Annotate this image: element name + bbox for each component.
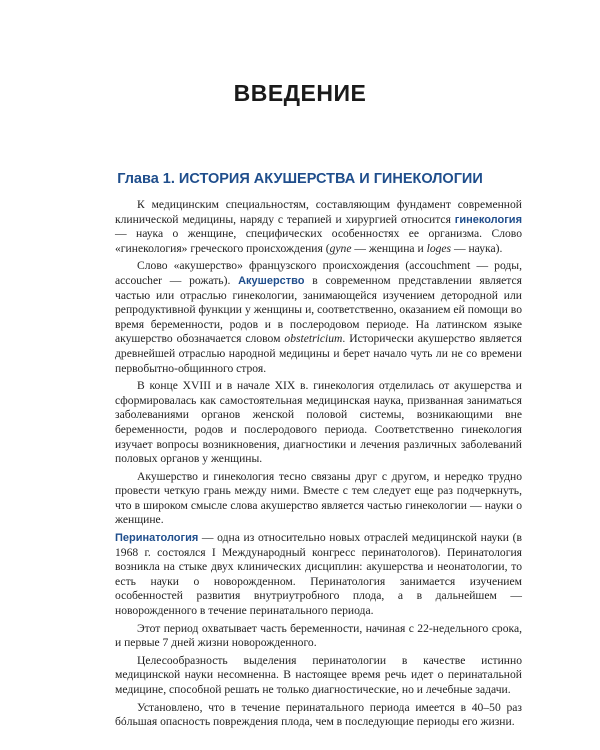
paragraph-2 (115, 259, 522, 376)
paragraph-7: Целесообразность выделения перинатологии в качестве истинно медицинской науки несомненна. В настоящее время речь идет о перинатальной медицине, способной решать не только диагностические, но и лечебные задачи. (115, 653, 522, 696)
paragraph-1-italic-gyne: gyne (329, 241, 352, 255)
paragraph-8: Установлено, что в течение перинатального периода имеется в 40–50 раз бóльшая опасность повреждения плода, чем в последующие периоды его жизни. (115, 700, 522, 729)
paragraph-1-text-c: — женщина и (351, 241, 427, 255)
paragraph-1-text-a: К медицинским специальностям, составляющим фундамент современной клинической медицины, наряду с терапией и хирургией относится (115, 198, 522, 226)
paragraph-4: Акушерство и гинекология тесно связаны друг с другом, и нередко трудно провести четкую грань между ними. Вместе с тем следует еще раз подчеркнуть, что в широком смысле слова акушерство является частью гинекологии — науки о женщине. (115, 469, 522, 527)
paragraph-5 (115, 531, 522, 619)
paragraph-1-text-b: — наука о женщине, специфических особенностях ее организма. Слово «гинекология» греческого происхождения ( (115, 227, 522, 255)
chapter-title: Глава 1. ИСТОРИЯ АКУШЕРСТВА И ГИНЕКОЛОГИИ (117, 171, 483, 187)
paragraph-1 (115, 198, 522, 256)
term-obstetrics: Акушерство (238, 274, 305, 287)
paragraph-1-italic-loges: loges (426, 241, 452, 255)
section-heading: ВВЕДЕНИЕ (233, 80, 367, 106)
body-text (115, 198, 522, 733)
term-perinatology: Перинатология (115, 532, 199, 545)
paragraph-5-text: — одна из относительно новых отраслей медицинской науки (в 1968 г. состоялся I Международный конгресс перинатологов). Перинатология возникла на стыке двух клинических дисциплин: акушерства и неонатологии, то есть науки о новорожденном. Перинатология занимается изучением особенностей развития внутриутробного плода, а в дальнейшем — новорожденного в течение перинатального периода. (115, 531, 522, 618)
paragraph-6: Этот период охватывает часть беременности, начиная с 22-недельного срока, и первые 7 дней жизни новорожденного. (115, 621, 522, 650)
term-gynecology: гинекология (454, 213, 522, 226)
paragraph-2-italic-obstetricium: obstetricium (284, 332, 343, 346)
paragraph-2-text-b: в современном представлении является частью или отраслью гинекологии, занимающейся изучением детородной или репродуктивной функции у женщины и, соответственно, оказанием ей помощи во время беременности, родов и в послеродовом периоде. На латинском языке акушерство обозначается словом (115, 273, 522, 346)
paragraph-1-text-d: — наука). (451, 241, 503, 255)
paragraph-3: В конце XVIII и в начале XIX в. гинекология отделилась от акушерства и сформировалась как самостоятельная медицинская наука, призванная заниматься заболеваниями органов женской половой системы, возникающими вне беременности, родов и послеродового периода. Соответственно гинекология изучает вопросы возникновения, диагностики и лечения различных заболеваний половых органов у женщины. (115, 379, 522, 466)
paragraph-2-text-c: . Исторически акушерство является древнейшей отраслью народной медицины и берет начало чуть ли не со времени первобытно-общинного строя. (115, 332, 522, 375)
paragraph-2-text-a: Слово «акушерство» французского происхождения (accouchment — роды, accoucher — рожать). (115, 259, 522, 287)
